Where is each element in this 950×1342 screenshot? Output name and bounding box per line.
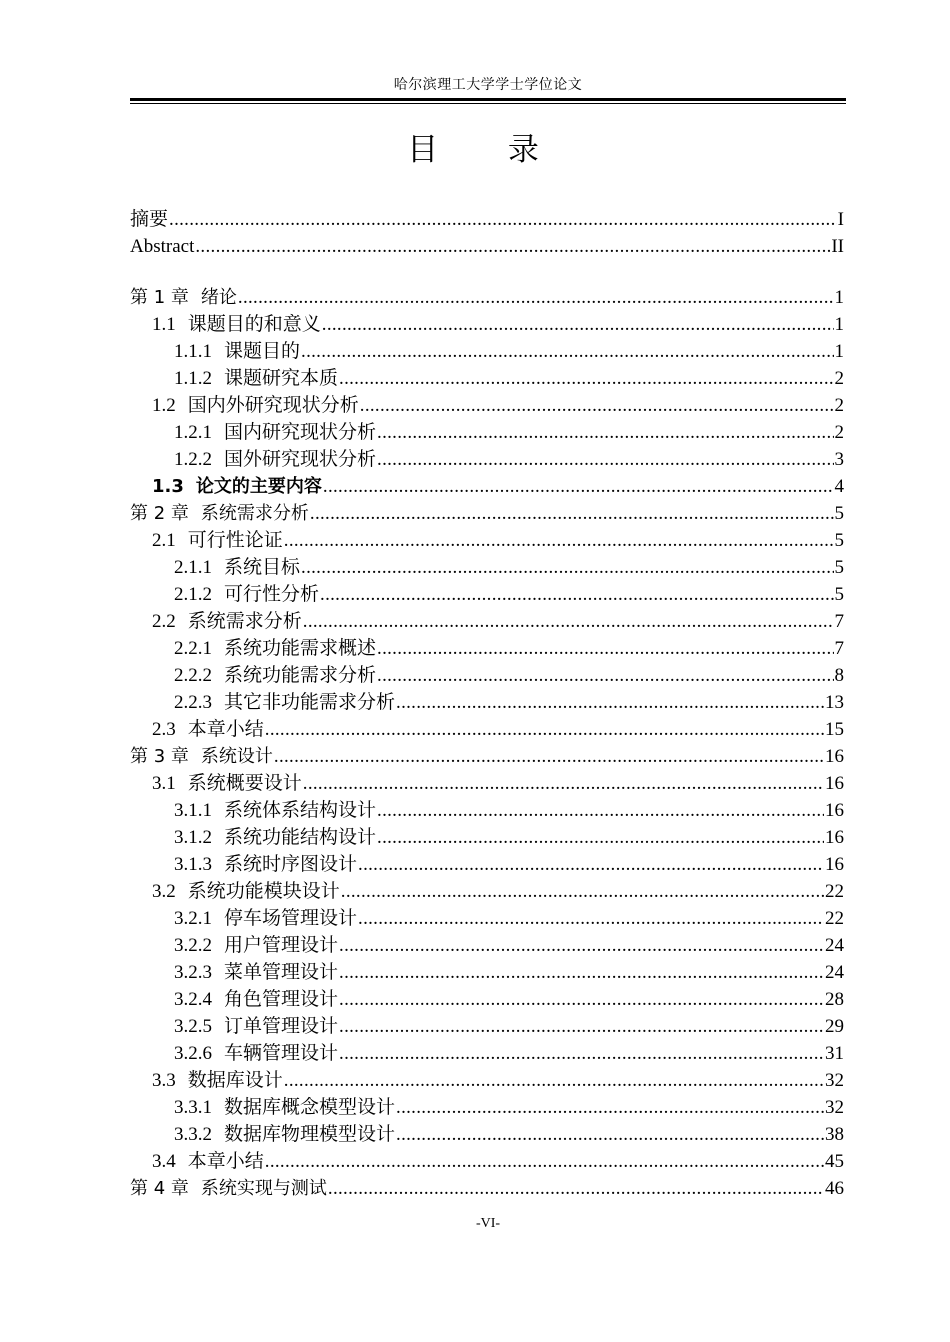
toc-entry-title: 数据库概念模型设计 — [224, 1097, 396, 1118]
toc-entry-title: 系统实现与测试 — [200, 1178, 327, 1199]
toc-entry-title: 本章小结 — [187, 1151, 264, 1172]
toc-entry-title: 国内外研究现状分析 — [187, 395, 359, 416]
toc-entry-page: 2 — [834, 395, 844, 416]
toc-entry[interactable] — [130, 284, 846, 311]
toc-entry[interactable] — [130, 206, 846, 233]
toc-entry-number: 1.1.2 — [174, 368, 212, 389]
toc-entry[interactable] — [130, 824, 846, 851]
toc-entry-number: 3.2.4 — [174, 989, 212, 1010]
toc-entry-number: 2.1.1 — [174, 557, 212, 578]
toc-entry[interactable] — [130, 986, 846, 1013]
toc-entry-number: 3.2.2 — [174, 935, 212, 956]
toc-entry[interactable] — [130, 311, 846, 338]
toc-entry[interactable] — [130, 1148, 846, 1175]
toc-entry-page: 1 — [834, 287, 844, 308]
toc-entry-title: 停车场管理设计 — [224, 908, 358, 929]
dot-leader — [396, 1094, 824, 1121]
toc-entry-page: 5 — [834, 503, 844, 524]
toc-entry-number: 3.4 — [152, 1151, 176, 1172]
toc-entry-page: 16 — [825, 800, 844, 821]
dot-leader — [284, 527, 834, 554]
toc-entry[interactable] — [130, 1040, 846, 1067]
dot-leader — [377, 824, 824, 851]
toc-entry[interactable] — [130, 554, 846, 581]
toc-entry-number: 第 2 章 — [130, 503, 189, 524]
toc-entry-title: 系统概要设计 — [187, 773, 302, 794]
toc-entry[interactable] — [130, 500, 846, 527]
dot-leader — [396, 689, 824, 716]
toc-entry-page: 8 — [834, 665, 844, 686]
toc-entry-title: 角色管理设计 — [224, 989, 339, 1010]
toc-entry-title: 订单管理设计 — [224, 1016, 339, 1037]
toc-entry-number: 1.2 — [152, 395, 176, 416]
toc-entry[interactable] — [130, 743, 846, 770]
toc-entry-page: 5 — [834, 584, 844, 605]
dot-leader — [169, 206, 837, 233]
dot-leader — [265, 1148, 824, 1175]
toc-entry-page: 13 — [825, 692, 844, 713]
table-of-contents — [130, 206, 846, 1202]
toc-entry-number: 2.2.3 — [174, 692, 212, 713]
toc-entry-page: 28 — [825, 989, 844, 1010]
toc-entry-title: 本章小结 — [187, 719, 264, 740]
dot-leader — [341, 878, 824, 905]
toc-entry-title: 用户管理设计 — [224, 935, 339, 956]
toc-entry-number: 3.2.3 — [174, 962, 212, 983]
toc-entry-page: I — [837, 209, 844, 230]
toc-entry-page: 22 — [825, 908, 844, 929]
dot-leader — [339, 1013, 824, 1040]
toc-entry-title: 系统功能需求概述 — [224, 638, 377, 659]
dot-leader — [265, 716, 824, 743]
toc-entry[interactable] — [130, 689, 846, 716]
toc-entry-page: 45 — [825, 1151, 844, 1172]
toc-entry[interactable] — [130, 473, 846, 500]
dot-leader — [358, 905, 824, 932]
toc-entry-number: 3.2.6 — [174, 1043, 212, 1064]
toc-entry-number: 1.2.2 — [174, 449, 212, 470]
toc-entry[interactable] — [130, 1067, 846, 1094]
toc-entry-title: 车辆管理设计 — [224, 1043, 339, 1064]
toc-entry-page: 29 — [825, 1016, 844, 1037]
toc-entry-number: 第 3 章 — [130, 746, 189, 767]
toc-entry-number: 3.2.1 — [174, 908, 212, 929]
toc-entry-title: 系统时序图设计 — [224, 854, 358, 875]
toc-entry[interactable] — [130, 851, 846, 878]
toc-entry-title: 其它非功能需求分析 — [224, 692, 396, 713]
toc-entry-title: 系统功能结构设计 — [224, 827, 377, 848]
toc-entry-number: 3.1.3 — [174, 854, 212, 875]
toc-entry-number: 2.3 — [152, 719, 176, 740]
dot-leader — [396, 1121, 824, 1148]
toc-entry[interactable] — [130, 905, 846, 932]
toc-entry-page: 7 — [834, 611, 844, 632]
toc-entry[interactable] — [130, 527, 846, 554]
toc-entry-number: 第 4 章 — [130, 1178, 189, 1199]
dot-leader — [238, 284, 834, 311]
toc-entry-title: 系统需求分析 — [187, 611, 302, 632]
toc-entry-title: 论文的主要内容 — [195, 476, 322, 497]
toc-entry-number: 2.1.2 — [174, 584, 212, 605]
toc-entry[interactable] — [130, 959, 846, 986]
dot-leader — [274, 743, 824, 770]
toc-entry-page: II — [831, 236, 844, 257]
toc-entry[interactable] — [130, 419, 846, 446]
toc-entry-page: 16 — [825, 746, 844, 767]
dot-leader — [358, 851, 824, 878]
toc-entry-number: 3.3 — [152, 1070, 176, 1091]
toc-entry-page: 3 — [834, 449, 844, 470]
toc-entry[interactable] — [130, 878, 846, 905]
toc-entry-title: Abstract — [130, 236, 195, 257]
dot-leader — [301, 554, 833, 581]
toc-entry-number: 3.1 — [152, 773, 176, 794]
toc-entry-number: 1.2.1 — [174, 422, 212, 443]
toc-entry-number: 2.2.2 — [174, 665, 212, 686]
toc-entry-title: 系统需求分析 — [200, 503, 309, 524]
dot-leader — [195, 233, 830, 260]
dot-leader — [339, 986, 824, 1013]
dot-leader — [320, 581, 833, 608]
toc-entry-page: 7 — [834, 638, 844, 659]
toc-entry-title: 课题目的 — [224, 341, 301, 362]
toc-entry-page: 16 — [825, 827, 844, 848]
toc-entry[interactable] — [130, 365, 846, 392]
toc-entry-page: 1 — [834, 314, 844, 335]
dot-leader — [323, 473, 834, 500]
toc-entry-title: 可行性分析 — [224, 584, 320, 605]
toc-entry-page: 24 — [825, 962, 844, 983]
toc-entry-title: 菜单管理设计 — [224, 962, 339, 983]
toc-entry-page: 5 — [834, 530, 844, 551]
toc-entry-page: 46 — [825, 1178, 844, 1199]
dot-leader — [310, 500, 834, 527]
dot-leader — [377, 419, 833, 446]
toc-entry-title: 课题目的和意义 — [187, 314, 321, 335]
toc-entry[interactable] — [130, 770, 846, 797]
toc-entry-number: 2.1 — [152, 530, 176, 551]
toc-entry-page: 2 — [834, 368, 844, 389]
dot-leader — [301, 338, 833, 365]
running-header: 哈尔滨理工大学学士学位论文 — [393, 78, 583, 93]
toc-entry-number: 1.1.1 — [174, 341, 212, 362]
toc-entry-title: 绪论 — [200, 287, 237, 308]
toc-entry-title: 系统体系结构设计 — [224, 800, 377, 821]
toc-entry-page: 15 — [825, 719, 844, 740]
toc-entry-number: 2.2 — [152, 611, 176, 632]
toc-entry-page: 16 — [825, 773, 844, 794]
toc-entry[interactable] — [130, 932, 846, 959]
toc-entry-title: 系统功能模块设计 — [187, 881, 340, 902]
toc-entry[interactable] — [130, 716, 846, 743]
toc-entry-title: 数据库物理模型设计 — [224, 1124, 396, 1145]
toc-entry-title: 数据库设计 — [187, 1070, 283, 1091]
toc-entry[interactable] — [130, 446, 846, 473]
toc-entry-title: 可行性论证 — [187, 530, 283, 551]
toc-entry-number: 1.1 — [152, 314, 176, 335]
page-title: 目 录 — [407, 132, 569, 168]
dot-leader — [339, 959, 824, 986]
dot-leader — [377, 662, 833, 689]
dot-leader — [360, 392, 834, 419]
toc-entry-number: 1.3 — [152, 476, 184, 497]
toc-entry-title: 系统功能需求分析 — [224, 665, 377, 686]
toc-entry-page: 2 — [834, 422, 844, 443]
dot-leader — [322, 311, 834, 338]
toc-entry-page: 16 — [825, 854, 844, 875]
toc-entry-page: 31 — [825, 1043, 844, 1064]
toc-entry-title: 课题研究本质 — [224, 368, 339, 389]
toc-entry[interactable] — [130, 635, 846, 662]
header-rule-thick — [130, 98, 846, 101]
toc-entry[interactable] — [130, 1013, 846, 1040]
dot-leader — [377, 635, 833, 662]
toc-entry-page: 22 — [825, 881, 844, 902]
toc-entry-title: 摘要 — [130, 209, 169, 230]
toc-entry-number: 3.1.2 — [174, 827, 212, 848]
dot-leader — [303, 608, 834, 635]
dot-leader — [339, 365, 833, 392]
toc-entry-page: 1 — [834, 341, 844, 362]
dot-leader — [377, 446, 833, 473]
toc-entry-number: 3.2.5 — [174, 1016, 212, 1037]
toc-entry[interactable] — [130, 581, 846, 608]
toc-entry-title: 系统目标 — [224, 557, 301, 578]
toc-entry-page: 32 — [825, 1070, 844, 1091]
toc-entry[interactable] — [130, 608, 846, 635]
toc-entry-page: 38 — [825, 1124, 844, 1145]
dot-leader — [339, 1040, 824, 1067]
dot-leader — [339, 932, 824, 959]
dot-leader — [377, 797, 824, 824]
dot-leader — [284, 1067, 824, 1094]
dot-leader — [303, 770, 824, 797]
toc-entry[interactable] — [130, 1121, 846, 1148]
dot-leader — [328, 1175, 824, 1202]
toc-entry-page: 5 — [834, 557, 844, 578]
toc-entry[interactable] — [130, 797, 846, 824]
toc-entry-number: 3.2 — [152, 881, 176, 902]
toc-entry-number: 3.1.1 — [174, 800, 212, 821]
toc-entry-title: 国外研究现状分析 — [224, 449, 377, 470]
toc-entry-page: 4 — [834, 476, 844, 497]
toc-entry-title: 国内研究现状分析 — [224, 422, 377, 443]
toc-entry-page: 24 — [825, 935, 844, 956]
toc-entry-number: 3.3.1 — [174, 1097, 212, 1118]
toc-entry[interactable] — [130, 662, 846, 689]
toc-entry-number: 第 1 章 — [130, 287, 189, 308]
page-number: -VI- — [475, 1216, 501, 1231]
toc-entry[interactable] — [130, 233, 846, 260]
toc-entry[interactable] — [130, 392, 846, 419]
toc-entry-number: 3.3.2 — [174, 1124, 212, 1145]
toc-entry-number: 2.2.1 — [174, 638, 212, 659]
toc-entry-page: 32 — [825, 1097, 844, 1118]
toc-entry[interactable] — [130, 1175, 846, 1202]
toc-entry[interactable] — [130, 1094, 846, 1121]
toc-entry[interactable] — [130, 338, 846, 365]
toc-entry-title: 系统设计 — [200, 746, 273, 767]
header-rule-thin — [130, 103, 846, 104]
